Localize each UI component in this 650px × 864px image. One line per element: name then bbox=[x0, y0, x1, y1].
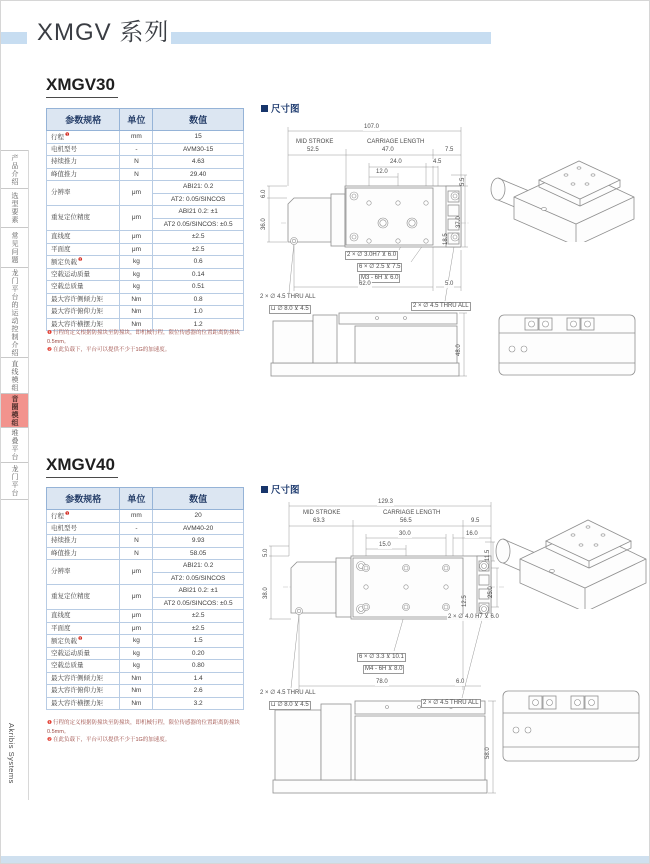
spec-unit-cell: Nm bbox=[120, 697, 153, 710]
footnote-text: 行程的定义根据防撞块至防撞块，即机械行程，限位传感器的位置距离防撞块0.5mm。 bbox=[47, 330, 240, 345]
footnote-line bbox=[47, 736, 262, 745]
sidebar-tab-label: 龙门平台 bbox=[11, 465, 18, 497]
spec-row bbox=[47, 168, 244, 181]
dim-label: 16.0 bbox=[466, 531, 478, 537]
spec-row bbox=[47, 510, 244, 523]
spec-unit-cell: kg bbox=[120, 256, 153, 269]
dim-label: 48.0 bbox=[456, 344, 462, 356]
dim-label: 2 × ∅ 4.5 THRU ALL bbox=[260, 690, 316, 696]
dim-label: CARRIAGE LENGTH bbox=[367, 139, 425, 145]
dim-label: 2 × ∅ 3.0H7 ⊻ 6.0 bbox=[345, 251, 398, 260]
sidebar-tab-label: 堆叠平台 bbox=[11, 429, 18, 461]
sidebar-tab-label: 产品介绍 bbox=[11, 153, 18, 186]
spec-value-cell: AT2 0.05/SINCOS: ±0.5 bbox=[153, 218, 244, 231]
spec-row bbox=[47, 610, 244, 623]
spec-row bbox=[47, 585, 244, 598]
spec-unit-cell: mm bbox=[120, 131, 153, 144]
spec-unit-cell: N bbox=[120, 535, 153, 548]
spec-row bbox=[47, 672, 244, 685]
spec-unit-cell: μm bbox=[120, 560, 153, 585]
dim-label: 9.5 bbox=[471, 518, 480, 524]
spec-value-cell: 3.2 bbox=[153, 697, 244, 710]
spec-param-cell: 持续推力 bbox=[47, 156, 120, 169]
isometric-view-xmgv40 bbox=[488, 504, 650, 609]
spec-param-cell: 行程$^❶$ bbox=[47, 131, 120, 144]
sidebar-tab-label: 常见问题 bbox=[11, 231, 18, 264]
dim-label: 2 × ∅ 4.5 THRU ALL bbox=[260, 294, 316, 300]
spec-param-cell: 最大容许横摆力矩 bbox=[47, 697, 120, 710]
dim-label: M4 - 6H ⊻ 8.0 bbox=[363, 665, 404, 674]
dim-label: 24.0 bbox=[390, 159, 402, 165]
dim-label: 2 × ∅ 4.5 THRU ALL bbox=[411, 302, 471, 311]
footnote-ref-marker: ❶ bbox=[65, 131, 70, 138]
spec-unit-cell: μm bbox=[120, 243, 153, 256]
brand-vertical: Akribis Systems bbox=[7, 723, 16, 784]
spec-param-cell: 平面度 bbox=[47, 243, 120, 256]
spec-value-cell: 0.51 bbox=[153, 281, 244, 294]
dimension-heading-text: 尺寸图 bbox=[271, 485, 300, 496]
spec-value-cell: AVM40-20 bbox=[153, 522, 244, 535]
spec-param-cell: 重复定位精度 bbox=[47, 206, 120, 231]
dim-label: 6.0 bbox=[456, 679, 465, 685]
spec-unit-cell: kg bbox=[120, 647, 153, 660]
header-accent-left bbox=[1, 32, 27, 44]
spec-param-cell: 行程$^❶$ bbox=[47, 510, 120, 523]
spec-unit-cell: kg bbox=[120, 281, 153, 294]
square-bullet-icon bbox=[261, 105, 268, 112]
spec-param-cell: 最大容许俯仰力矩 bbox=[47, 685, 120, 698]
footer-accent-bar bbox=[1, 856, 650, 863]
dim-label: M3 - 6H ⊻ 6.0 bbox=[359, 274, 400, 283]
end-view-xmgv40 bbox=[499, 687, 647, 765]
dim-label: 47.0 bbox=[382, 147, 394, 153]
spec-unit-cell: mm bbox=[120, 510, 153, 523]
sidebar-tab-7 bbox=[1, 427, 28, 462]
spec-unit-cell: kg bbox=[120, 268, 153, 281]
spec-param-cell: 直线度 bbox=[47, 231, 120, 244]
spec-unit-cell: N bbox=[120, 168, 153, 181]
spec-row bbox=[47, 660, 244, 673]
dimension-diagram-xmgv30 bbox=[259, 119, 479, 387]
col-header-unit: 单位 bbox=[120, 488, 153, 510]
spec-unit-cell: μm bbox=[120, 206, 153, 231]
spec-row bbox=[47, 268, 244, 281]
spec-value-cell: AT2 0.05/SINCOS: ±0.5 bbox=[153, 597, 244, 610]
footnote-text: 在此负载下，平台可以提供不少于1G的加速度。 bbox=[52, 347, 171, 354]
dim-label: 78.0 bbox=[376, 679, 388, 685]
spec-value-cell: 20 bbox=[153, 510, 244, 523]
footnote-line bbox=[47, 719, 262, 736]
spec-value-cell: ABI21: 0.2 bbox=[153, 181, 244, 194]
col-header-param: 参数规格 bbox=[47, 109, 120, 131]
spec-row bbox=[47, 647, 244, 660]
dim-label: 36.0 bbox=[261, 218, 267, 230]
sidebar-tab-label: 龙门平台的运动控制介绍 bbox=[11, 268, 18, 357]
footnote-ref-marker: ❷ bbox=[78, 256, 83, 263]
dim-label: 6 × ∅ 2.5 ⊻ 7.5 bbox=[357, 263, 402, 272]
spec-value-cell: 0.8 bbox=[153, 293, 244, 306]
spec-header-row bbox=[47, 488, 244, 510]
dimension-heading-xmgv40 bbox=[261, 482, 300, 496]
col-header-value: 数值 bbox=[153, 109, 244, 131]
spec-param-cell: 最大容许横摆力矩 bbox=[47, 318, 120, 331]
dim-label: 12.0 bbox=[376, 169, 388, 175]
spec-row bbox=[47, 535, 244, 548]
spec-param-cell: 最大容许俯仰力矩 bbox=[47, 306, 120, 319]
spec-row bbox=[47, 181, 244, 194]
spec-value-cell: ABI21 0.2: ±1 bbox=[153, 206, 244, 219]
dim-label: 2 × ∅ 4.5 THRU ALL bbox=[421, 699, 481, 708]
spec-param-cell: 分辨率 bbox=[47, 560, 120, 585]
dim-label: 5.0 bbox=[263, 548, 269, 557]
dim-label: 5.5 bbox=[460, 177, 466, 186]
spec-value-cell: ABI21: 0.2 bbox=[153, 560, 244, 573]
spec-param-cell: 最大容许侧倾力矩 bbox=[47, 672, 120, 685]
spec-unit-cell: - bbox=[120, 143, 153, 156]
dim-label: 12.5 bbox=[462, 595, 468, 607]
spec-row bbox=[47, 547, 244, 560]
header-accent-right bbox=[171, 32, 491, 44]
spec-unit-cell: Nm bbox=[120, 293, 153, 306]
isometric-view-xmgv30 bbox=[484, 147, 644, 242]
spec-value-cell: 58.05 bbox=[153, 547, 244, 560]
spec-unit-cell: Nm bbox=[120, 306, 153, 319]
spec-row bbox=[47, 131, 244, 144]
spec-value-cell: 0.14 bbox=[153, 268, 244, 281]
spec-row bbox=[47, 293, 244, 306]
dim-label: 11.5 bbox=[485, 549, 491, 561]
footnote-text: 在此负载下，平台可以提供不少于1G的加速度。 bbox=[52, 737, 171, 744]
spec-value-cell: 1.2 bbox=[153, 318, 244, 331]
sidebar-tab-8 bbox=[1, 462, 28, 500]
sidebar-tab-3 bbox=[1, 227, 28, 267]
footnote-marker: ❷ bbox=[47, 737, 52, 744]
dim-label: 25.0 bbox=[488, 586, 494, 598]
spec-param-cell: 峰值推力 bbox=[47, 168, 120, 181]
spec-param-cell: 额定负载$^❷$ bbox=[47, 635, 120, 648]
spec-param-cell: 持续推力 bbox=[47, 535, 120, 548]
dim-label: ⊔ ∅ 8.0 ⊻ 4.5 bbox=[269, 701, 311, 710]
spec-unit-cell: N bbox=[120, 547, 153, 560]
end-view-xmgv30 bbox=[495, 311, 643, 379]
dim-label: 107.0 bbox=[364, 124, 380, 130]
spec-row bbox=[47, 697, 244, 710]
footnote-marker: ❶ bbox=[47, 330, 52, 336]
dim-label: 6.0 bbox=[261, 189, 267, 198]
dim-label: 5.0 bbox=[445, 281, 454, 287]
spec-param-cell: 重复定位精度 bbox=[47, 585, 120, 610]
dim-label: 58.0 bbox=[485, 747, 491, 759]
footnote-line bbox=[47, 329, 262, 346]
dim-label: ⊔ ∅ 8.0 ⊻ 4.5 bbox=[269, 305, 311, 314]
spec-row bbox=[47, 281, 244, 294]
spec-value-cell: 1.4 bbox=[153, 672, 244, 685]
spec-row bbox=[47, 156, 244, 169]
dim-label: 38.0 bbox=[263, 587, 269, 599]
dim-label: 52.5 bbox=[307, 147, 319, 153]
spec-param-cell: 平面度 bbox=[47, 622, 120, 635]
spec-param-cell: 直线度 bbox=[47, 610, 120, 623]
spec-row bbox=[47, 306, 244, 319]
sidebar-tab-label: 选型要素 bbox=[11, 192, 18, 224]
spec-value-cell: AT2: 0.05/SINCOS bbox=[153, 193, 244, 206]
sidebar-index bbox=[1, 150, 28, 500]
dimension-heading-text: 尺寸图 bbox=[271, 104, 300, 115]
spec-param-cell: 空载总质量 bbox=[47, 281, 120, 294]
spec-row bbox=[47, 231, 244, 244]
spec-table-xmgv30 bbox=[46, 108, 244, 331]
dim-label: 56.5 bbox=[400, 518, 412, 524]
dim-label: 6 × ∅ 3.3 ⊻ 10.1 bbox=[357, 653, 406, 662]
dim-label: 63.3 bbox=[313, 518, 325, 524]
margin-divider bbox=[28, 150, 29, 800]
spec-value-cell: 1.0 bbox=[153, 306, 244, 319]
col-header-param: 参数规格 bbox=[47, 488, 120, 510]
dim-label: CARRIAGE LENGTH bbox=[383, 510, 441, 516]
footnote-ref-marker: ❷ bbox=[78, 635, 83, 642]
spec-table-xmgv40 bbox=[46, 487, 244, 710]
spec-row bbox=[47, 685, 244, 698]
dim-label: 4.5 bbox=[433, 159, 442, 165]
spec-row bbox=[47, 143, 244, 156]
spec-value-cell: 4.63 bbox=[153, 156, 244, 169]
dim-label: 18.5 bbox=[443, 233, 449, 245]
spec-value-cell: 0.6 bbox=[153, 256, 244, 269]
spec-unit-cell: μm bbox=[120, 181, 153, 206]
dim-label: MID STROKE bbox=[303, 510, 341, 516]
spec-param-cell: 最大容许侧倾力矩 bbox=[47, 293, 120, 306]
dim-label: 37.0 bbox=[456, 216, 462, 228]
spec-param-cell: 峰值推力 bbox=[47, 547, 120, 560]
spec-row bbox=[47, 243, 244, 256]
sidebar-tab-2 bbox=[1, 188, 28, 227]
spec-value-cell: 0.20 bbox=[153, 647, 244, 660]
spec-value-cell: AT2: 0.05/SINCOS bbox=[153, 572, 244, 585]
spec-unit-cell: μm bbox=[120, 610, 153, 623]
spec-row bbox=[47, 560, 244, 573]
spec-value-cell: AVM30-15 bbox=[153, 143, 244, 156]
spec-value-cell: 15 bbox=[153, 131, 244, 144]
spec-value-cell: ABI21 0.2: ±1 bbox=[153, 585, 244, 598]
spec-unit-cell: μm bbox=[120, 231, 153, 244]
model-title-xmgv30: XMGV30 bbox=[46, 75, 118, 98]
spec-header-row bbox=[47, 109, 244, 131]
spec-value-cell: ±2.5 bbox=[153, 622, 244, 635]
spec-param-cell: 分辨率 bbox=[47, 181, 120, 206]
spec-param-cell: 空载运动质量 bbox=[47, 268, 120, 281]
spec-unit-cell: N bbox=[120, 156, 153, 169]
spec-value-cell: 9.93 bbox=[153, 535, 244, 548]
sidebar-tab-5 bbox=[1, 357, 28, 393]
spec-param-cell: 额定负载$^❷$ bbox=[47, 256, 120, 269]
spec-value-cell: ±2.5 bbox=[153, 231, 244, 244]
footnote-marker: ❶ bbox=[47, 720, 52, 726]
spec-row bbox=[47, 635, 244, 648]
dim-label: 2 × ∅ 4.0 H7 ⊻ 6.0 bbox=[448, 614, 499, 620]
sidebar-tab-label: 音圈模组 bbox=[11, 394, 18, 427]
footnote-text: 行程的定义根据防撞块至防撞块，即机械行程，限位传感器的位置距离防撞块0.5mm。 bbox=[47, 720, 240, 735]
spec-param-cell: 空载总质量 bbox=[47, 660, 120, 673]
footnote-ref-marker: ❶ bbox=[65, 510, 70, 517]
model-title-xmgv40: XMGV40 bbox=[46, 455, 118, 478]
spec-value-cell: ±2.5 bbox=[153, 243, 244, 256]
spec-row bbox=[47, 522, 244, 535]
spec-unit-cell: Nm bbox=[120, 685, 153, 698]
spec-value-cell: 29.40 bbox=[153, 168, 244, 181]
footnotes-xmgv40 bbox=[47, 719, 262, 745]
sidebar-tab-label: 直线模组 bbox=[11, 359, 18, 392]
spec-unit-cell: Nm bbox=[120, 318, 153, 331]
sidebar-tab-1 bbox=[1, 150, 28, 188]
spec-unit-cell: μm bbox=[120, 585, 153, 610]
sidebar-tab-6 bbox=[1, 393, 28, 427]
footnotes-xmgv30 bbox=[47, 329, 262, 355]
footnote-marker: ❷ bbox=[47, 347, 52, 354]
spec-value-cell: 0.80 bbox=[153, 660, 244, 673]
dim-label: 7.5 bbox=[445, 147, 454, 153]
page-title: XMGV 系列 bbox=[37, 19, 170, 46]
spec-unit-cell: - bbox=[120, 522, 153, 535]
dim-label: 15.0 bbox=[379, 542, 391, 548]
spec-unit-cell: kg bbox=[120, 660, 153, 673]
spec-value-cell: 2.6 bbox=[153, 685, 244, 698]
sidebar-tab-4 bbox=[1, 267, 28, 357]
spec-row bbox=[47, 622, 244, 635]
square-bullet-icon bbox=[261, 486, 268, 493]
dim-label: MID STROKE bbox=[296, 139, 334, 145]
col-header-value: 数值 bbox=[153, 488, 244, 510]
spec-value-cell: 1.5 bbox=[153, 635, 244, 648]
spec-unit-cell: Nm bbox=[120, 672, 153, 685]
dim-label: 30.0 bbox=[399, 531, 411, 537]
spec-value-cell: ±2.5 bbox=[153, 610, 244, 623]
spec-param-cell: 电机型号 bbox=[47, 522, 120, 535]
spec-row bbox=[47, 206, 244, 219]
dimension-heading-xmgv30 bbox=[261, 101, 300, 115]
col-header-unit: 单位 bbox=[120, 109, 153, 131]
spec-param-cell: 电机型号 bbox=[47, 143, 120, 156]
dim-label: 129.3 bbox=[378, 499, 394, 505]
spec-row bbox=[47, 256, 244, 269]
spec-unit-cell: kg bbox=[120, 635, 153, 648]
footnote-line bbox=[47, 346, 262, 355]
spec-unit-cell: μm bbox=[120, 622, 153, 635]
dim-label: 62.0 bbox=[359, 281, 371, 287]
spec-param-cell: 空载运动质量 bbox=[47, 647, 120, 660]
